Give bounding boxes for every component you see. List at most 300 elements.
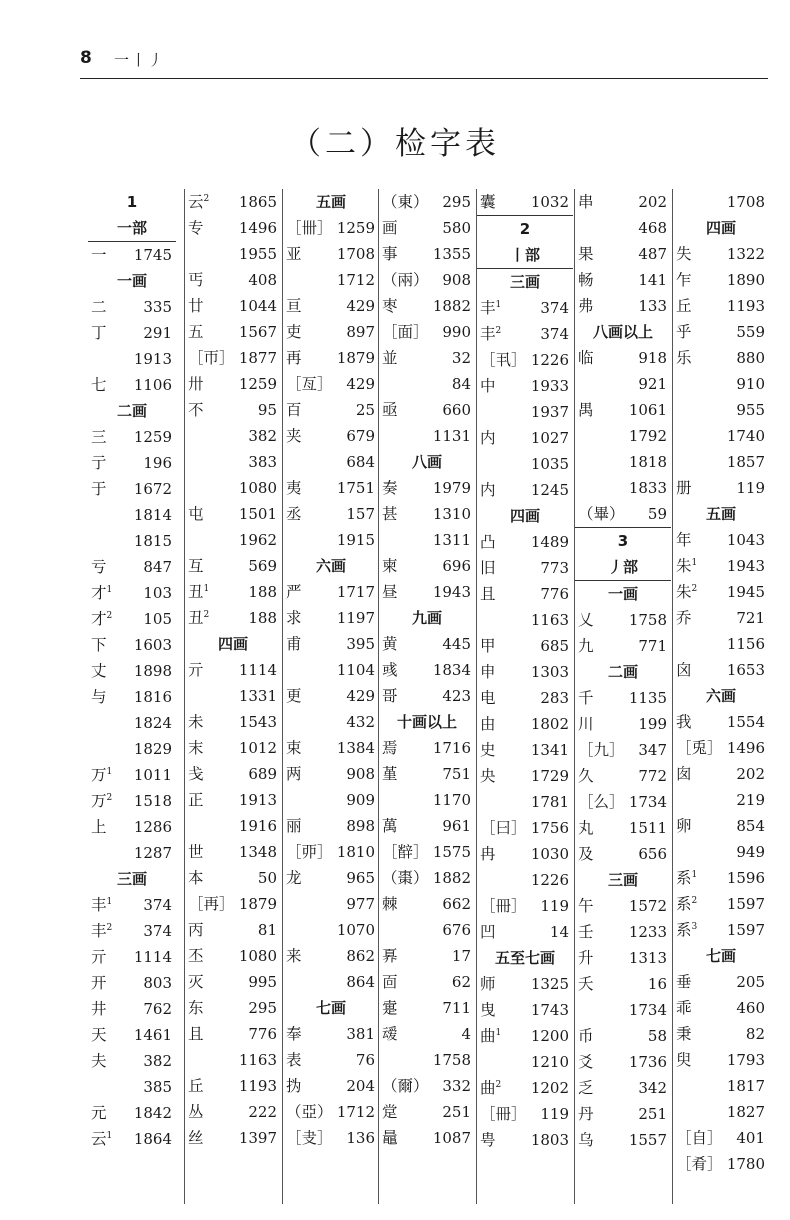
page-ref: 1163 — [530, 611, 569, 629]
entry-character: ［九］ — [578, 741, 625, 759]
entry-character: 亓 — [91, 948, 107, 966]
entry-character: 朱$^2$ — [676, 583, 698, 601]
index-entry — [575, 1075, 671, 1101]
entry-character: 万$^1$ — [91, 766, 113, 784]
entry-character: 亟 — [382, 401, 398, 419]
index-entry — [673, 293, 769, 319]
stroke-count-heading: 三画 — [607, 871, 638, 889]
page-ref: 199 — [638, 715, 667, 733]
page-ref: 133 — [638, 297, 667, 315]
entry-character: 堇 — [382, 765, 398, 783]
entry-character: 甫 — [286, 635, 302, 653]
page-ref: 202 — [736, 765, 765, 783]
page-ref: 1496 — [238, 219, 277, 237]
page-ref-continuation — [379, 423, 475, 449]
stroke-count-heading: 三画 — [116, 870, 147, 888]
entry-character: 画 — [382, 219, 398, 237]
page-ref: 157 — [346, 505, 375, 523]
page-ref: 1913 — [133, 350, 172, 368]
page-ref: 696 — [442, 557, 471, 575]
page-ref: 432 — [346, 713, 375, 731]
page-ref: 772 — [638, 767, 667, 785]
page-ref-continuation — [283, 527, 379, 553]
index-entry — [379, 397, 475, 423]
entry-character: 内 — [480, 481, 496, 499]
entry-character: 靣 — [382, 973, 398, 991]
index-entry — [477, 711, 573, 737]
page-ref: 721 — [736, 609, 765, 627]
entry-character: ［兎］ — [676, 739, 723, 757]
index-entry — [673, 657, 769, 683]
entry-character: 本 — [188, 869, 204, 887]
entry-character: 黄 — [382, 635, 398, 653]
page-ref: 1501 — [238, 505, 277, 523]
index-entry — [88, 788, 176, 814]
entry-character: 川 — [578, 715, 594, 733]
page-ref: 1816 — [133, 688, 172, 706]
entry-character: 中 — [480, 377, 496, 395]
page-ref: 136 — [346, 1129, 375, 1147]
page-title: （二）检字表 — [290, 126, 500, 162]
page-ref: 1035 — [530, 455, 569, 473]
index-entry — [185, 709, 281, 735]
entry-character: 廿 — [188, 297, 204, 315]
page-ref: 1955 — [238, 245, 277, 263]
stroke-count-heading: 三画 — [509, 273, 540, 291]
page-ref: 1781 — [530, 793, 569, 811]
index-entry — [575, 789, 671, 815]
entry-character: 天 — [91, 1026, 107, 1044]
entry-character: 乌 — [578, 1131, 594, 1149]
page-ref: 656 — [638, 845, 667, 863]
index-entry — [575, 737, 671, 763]
page-ref: 219 — [736, 791, 765, 809]
entry-character: 冉 — [480, 845, 496, 863]
page-ref: 202 — [638, 193, 667, 211]
page-ref: 395 — [346, 635, 375, 653]
header-radicals: 一丨丿 — [114, 51, 166, 69]
index-entry — [477, 425, 573, 451]
page-ref: 1044 — [238, 297, 277, 315]
index-entry — [575, 685, 671, 711]
index-entry — [673, 969, 769, 995]
entry-character: 两 — [286, 765, 302, 783]
radical-heading: 丿部 — [575, 554, 671, 581]
entry-character: ［冊］ — [480, 1105, 527, 1123]
index-entry — [185, 657, 281, 683]
page-ref: 374 — [143, 896, 172, 914]
index-entry — [575, 607, 671, 633]
entry-character: 畅 — [578, 271, 594, 289]
entry-character: 秉 — [676, 1025, 692, 1043]
index-entry — [185, 371, 281, 397]
index-entry — [673, 605, 769, 631]
index-entry — [185, 1125, 281, 1151]
entry-character: 丰$^2$ — [91, 922, 113, 940]
index-column-1 — [88, 189, 176, 1204]
page-ref: 1815 — [133, 532, 172, 550]
page-ref: 580 — [442, 219, 471, 237]
page-ref: 684 — [346, 453, 375, 471]
homograph-index: 2 — [495, 326, 502, 336]
index-entry — [477, 477, 573, 503]
entry-character: 再 — [286, 349, 302, 367]
index-entry — [575, 919, 671, 945]
page-ref-continuation — [477, 607, 573, 633]
page-ref: 569 — [248, 557, 277, 575]
homograph-index: 1 — [495, 300, 502, 310]
page-ref: 854 — [736, 817, 765, 835]
entry-character: 囊 — [480, 193, 496, 211]
page-ref-continuation — [575, 423, 671, 449]
page-ref: 864 — [346, 973, 375, 991]
page-ref: 1043 — [726, 531, 765, 549]
page-ref: 910 — [736, 375, 765, 393]
page-ref-continuation — [283, 657, 379, 683]
page-ref: 1061 — [628, 401, 667, 419]
index-entry — [185, 501, 281, 527]
index-entry — [185, 189, 281, 215]
entry-character: 丘 — [676, 297, 692, 315]
page-ref-continuation — [185, 423, 281, 449]
page-ref: 1915 — [336, 531, 375, 549]
page-ref: 1829 — [133, 740, 172, 758]
page-ref: 1286 — [133, 818, 172, 836]
index-entry — [185, 995, 281, 1021]
page-ref: 1114 — [133, 948, 172, 966]
page-ref: 762 — [143, 1000, 172, 1018]
page-ref: 1834 — [432, 661, 471, 679]
entry-character: 丙 — [188, 921, 204, 939]
entry-character: 乂 — [578, 611, 594, 629]
entry-character: 吏 — [286, 323, 302, 341]
page-ref: 898 — [346, 817, 375, 835]
page-ref-continuation — [477, 451, 573, 477]
index-entry — [88, 684, 176, 710]
index-entry — [88, 424, 176, 450]
stroke-count-heading: 五至七画 — [494, 949, 555, 967]
page-ref: 1803 — [530, 1131, 569, 1149]
homograph-index: 1 — [495, 1028, 502, 1038]
page-ref-continuation — [673, 1073, 769, 1099]
page-ref: 1810 — [336, 843, 375, 861]
stroke-count-heading: 七画 — [315, 999, 346, 1017]
index-entry — [673, 1047, 769, 1073]
page-ref: 1106 — [133, 376, 172, 394]
page-ref: 1717 — [336, 583, 375, 601]
page-ref: 1833 — [628, 479, 667, 497]
page-ref-continuation — [575, 475, 671, 501]
entry-character: （畢） — [578, 505, 625, 523]
entry-character: 丛 — [188, 1103, 204, 1121]
page-ref: 1200 — [530, 1027, 569, 1045]
entry-character: 凸 — [480, 533, 496, 551]
index-entry — [575, 1049, 671, 1075]
page-ref-continuation — [477, 1049, 573, 1075]
page-ref: 82 — [745, 1025, 765, 1043]
index-entry — [673, 267, 769, 293]
page-ref: 204 — [346, 1077, 375, 1095]
page-ref: 1193 — [238, 1077, 277, 1095]
index-entry — [379, 579, 475, 605]
page-ref: 1080 — [238, 479, 277, 497]
entry-character: 才$^2$ — [91, 610, 113, 628]
index-entry — [88, 476, 176, 502]
index-column-4 — [378, 189, 475, 1204]
stroke-count-heading: 一画 — [607, 585, 638, 603]
page-ref: 295 — [248, 999, 277, 1017]
entry-character: 亘 — [286, 297, 302, 315]
homograph-index: 2 — [106, 793, 113, 803]
index-entry — [575, 763, 671, 789]
entry-character: 央 — [480, 767, 496, 785]
page-ref: 689 — [248, 765, 277, 783]
index-entry — [379, 319, 475, 345]
index-entry — [88, 1022, 176, 1048]
homograph-index: 2 — [495, 1080, 502, 1090]
entry-character: 互 — [188, 557, 204, 575]
page-ref: 32 — [451, 349, 471, 367]
index-entry — [575, 189, 671, 215]
index-entry — [185, 917, 281, 943]
index-entry — [575, 971, 671, 997]
entry-character: 系$^2$ — [676, 895, 698, 913]
page-ref-continuation — [379, 917, 475, 943]
entry-character: 禺 — [578, 401, 594, 419]
page-ref: 347 — [638, 741, 667, 759]
page-ref: 58 — [647, 1027, 667, 1045]
homograph-index: 1 — [691, 870, 698, 880]
entry-character: 甚 — [382, 505, 398, 523]
entry-character: 萬 — [382, 817, 398, 835]
entry-character: 正 — [188, 791, 204, 809]
page-ref: 1865 — [238, 193, 277, 211]
entry-character: 㧑 — [286, 1077, 302, 1095]
index-entry — [185, 735, 281, 761]
entry-character: ［自］ — [676, 1129, 723, 1147]
index-entry — [88, 970, 176, 996]
index-entry — [88, 320, 176, 346]
page-ref: 995 — [248, 973, 277, 991]
entry-character: （爾） — [382, 1077, 429, 1095]
entry-character: 卅 — [188, 375, 204, 393]
index-entry — [185, 865, 281, 891]
entry-character: 更 — [286, 687, 302, 705]
page-ref: 1554 — [726, 713, 765, 731]
page-ref: 1259 — [336, 219, 375, 237]
page-ref: 291 — [143, 324, 172, 342]
page-number: 8 — [80, 48, 92, 68]
page-ref: 59 — [647, 505, 667, 523]
page-ref: 1027 — [530, 429, 569, 447]
page-ref: 50 — [257, 869, 277, 887]
page-ref: 1202 — [530, 1079, 569, 1097]
entry-character: 上 — [91, 818, 107, 836]
page-ref-continuation — [673, 449, 769, 475]
page-ref-continuation — [88, 528, 176, 554]
page-ref: 1943 — [726, 557, 765, 575]
entry-character: 开 — [91, 974, 107, 992]
page-ref: 188 — [248, 609, 277, 627]
entry-character: 夷 — [286, 479, 302, 497]
index-entry — [283, 501, 379, 527]
page-ref: 1736 — [628, 1053, 667, 1071]
index-entry — [185, 1073, 281, 1099]
page-ref: 676 — [442, 921, 471, 939]
index-entry — [88, 294, 176, 320]
homograph-index: 2 — [691, 584, 698, 594]
page-ref-continuation — [283, 787, 379, 813]
index-entry — [477, 347, 573, 373]
page-ref: 1933 — [530, 377, 569, 395]
homograph-index: 1 — [203, 584, 210, 594]
entry-character: 叆 — [382, 1025, 398, 1043]
index-entry — [283, 761, 379, 787]
index-entry — [575, 711, 671, 737]
page-ref: 1348 — [238, 843, 277, 861]
page-ref-continuation — [477, 399, 573, 425]
page-ref-continuation — [673, 787, 769, 813]
index-entry — [477, 373, 573, 399]
entry-character: 申 — [480, 663, 496, 681]
page-ref: 1210 — [530, 1053, 569, 1071]
page-ref: 1597 — [726, 895, 765, 913]
page-header — [80, 44, 768, 79]
index-entry — [673, 319, 769, 345]
page-ref: 1030 — [530, 845, 569, 863]
page-ref: 1341 — [530, 741, 569, 759]
index-entry — [575, 293, 671, 319]
entry-character: 由 — [480, 715, 496, 733]
page-ref: 119 — [540, 1105, 569, 1123]
entry-character: 夹 — [286, 427, 302, 445]
index-entry — [88, 762, 176, 788]
index-entry — [379, 1099, 475, 1125]
stroke-count-heading: 五画 — [315, 193, 346, 211]
entry-character: ［辥］ — [382, 843, 429, 861]
entry-character: 疐 — [382, 999, 398, 1017]
page-ref: 1879 — [238, 895, 277, 913]
entry-character: ［亙］ — [286, 375, 333, 393]
page-ref: 423 — [442, 687, 471, 705]
entry-character: 下 — [91, 636, 107, 654]
page-ref: 1131 — [432, 427, 471, 445]
entry-character: 元 — [91, 1104, 107, 1122]
page-ref: 1384 — [336, 739, 375, 757]
index-entry — [283, 371, 379, 397]
index-entry — [283, 215, 379, 241]
entry-character: 且 — [188, 1025, 204, 1043]
radical-number: 3 — [617, 532, 629, 550]
index-entry — [185, 943, 281, 969]
page-ref: 1729 — [530, 767, 569, 785]
entry-character: 凹 — [480, 923, 496, 941]
entry-character: 电 — [480, 689, 496, 707]
index-entry — [283, 1073, 379, 1099]
index-entry — [185, 319, 281, 345]
index-entry — [673, 579, 769, 605]
index-entry — [88, 372, 176, 398]
page-ref: 374 — [540, 325, 569, 343]
page-ref: 1567 — [238, 323, 277, 341]
index-entry — [379, 631, 475, 657]
page-ref: 1712 — [336, 271, 375, 289]
page-ref: 1817 — [726, 1077, 765, 1095]
entry-character: 乏 — [578, 1079, 594, 1097]
page-ref: 803 — [143, 974, 172, 992]
page-ref: 921 — [638, 375, 667, 393]
page-ref-continuation — [185, 813, 281, 839]
page-ref: 335 — [143, 298, 172, 316]
index-entry — [477, 633, 573, 659]
page-ref: 14 — [549, 923, 569, 941]
page-ref: 679 — [346, 427, 375, 445]
index-entry — [185, 1099, 281, 1125]
index-entry — [575, 841, 671, 867]
page-ref: 383 — [248, 453, 277, 471]
index-entry — [283, 293, 379, 319]
index-entry — [283, 735, 379, 761]
page-ref: 381 — [346, 1025, 375, 1043]
page-ref: 1511 — [628, 819, 667, 837]
index-entry — [88, 606, 176, 632]
page-ref: 955 — [736, 401, 765, 419]
stroke-count-heading: 八画以上 — [592, 323, 653, 341]
index-entry — [88, 944, 176, 970]
entry-character: 五 — [188, 323, 204, 341]
page-ref: 16 — [647, 975, 667, 993]
entry-character: 丑$^2$ — [188, 609, 210, 627]
page-ref: 1575 — [432, 843, 471, 861]
page-ref: 76 — [355, 1051, 375, 1069]
entry-character: ［面］ — [382, 323, 429, 341]
index-entry — [477, 1127, 573, 1153]
page-ref: 1842 — [133, 1104, 172, 1122]
index-entry — [283, 813, 379, 839]
entry-character: 丞 — [286, 505, 302, 523]
page-ref: 468 — [638, 219, 667, 237]
page-ref: 105 — [143, 610, 172, 628]
page-ref: 1879 — [336, 349, 375, 367]
page-ref: 1310 — [432, 505, 471, 523]
index-entry — [379, 189, 475, 215]
index-entry — [379, 345, 475, 371]
page-ref: 1734 — [628, 1001, 667, 1019]
index-entry — [283, 475, 379, 501]
entry-character: 昼 — [382, 583, 398, 601]
entry-character: 朱$^1$ — [676, 557, 698, 575]
entry-character: 未 — [188, 713, 204, 731]
page-ref: 1163 — [238, 1051, 277, 1069]
page-ref: 1743 — [530, 1001, 569, 1019]
page-ref: 1716 — [432, 739, 471, 757]
page-ref: 1070 — [336, 921, 375, 939]
index-entry — [575, 267, 671, 293]
page-ref: 880 — [736, 349, 765, 367]
entry-character: 丐 — [188, 271, 204, 289]
index-entry — [477, 893, 573, 919]
entry-character: 丝 — [188, 1129, 204, 1147]
index-entry — [185, 787, 281, 813]
homograph-index: 1 — [106, 1131, 113, 1141]
page-ref: 382 — [143, 1052, 172, 1070]
index-entry — [283, 397, 379, 423]
stroke-count-heading: 四画 — [509, 507, 540, 525]
index-entry — [88, 450, 176, 476]
page-ref-continuation — [379, 787, 475, 813]
entry-character: 于 — [91, 480, 107, 498]
index-entry — [379, 683, 475, 709]
